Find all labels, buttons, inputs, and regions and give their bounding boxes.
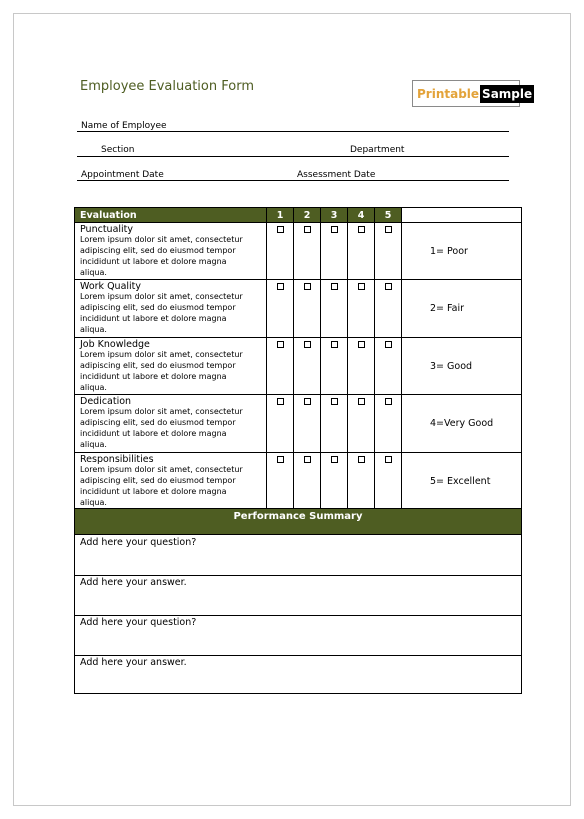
summary-answer-field[interactable]: Add here your answer. xyxy=(74,655,522,694)
scale-legend-item: 2= Fair xyxy=(430,303,464,314)
form-title: Employee Evaluation Form xyxy=(80,79,254,94)
criterion-desc-line: adipiscing elit, sed do eiusmod tempor xyxy=(80,475,236,485)
appointment-date-label: Appointment Date xyxy=(81,170,164,180)
section-department-line[interactable] xyxy=(77,156,509,157)
rating-cell-4 xyxy=(348,223,375,279)
evaluation-header-row xyxy=(75,208,521,222)
criterion-desc-line: aliqua. xyxy=(80,382,107,392)
summary-answer-field[interactable]: Add here your answer. xyxy=(74,575,522,616)
rating-checkbox[interactable] xyxy=(304,398,311,405)
rating-cell-3 xyxy=(321,280,348,337)
rating-cell-5 xyxy=(375,280,402,337)
criterion-desc-line: incididunt ut labore et dolore magna xyxy=(80,486,227,496)
rating-cell-5 xyxy=(375,338,402,394)
criterion-cell xyxy=(75,338,267,394)
performance-summary-header: Performance Summary xyxy=(74,508,522,535)
rating-checkbox[interactable] xyxy=(331,283,338,290)
rating-checkbox[interactable] xyxy=(358,398,365,405)
rating-checkbox[interactable] xyxy=(277,226,284,233)
rating-checkbox[interactable] xyxy=(331,341,338,348)
rating-checkbox[interactable] xyxy=(304,456,311,463)
rating-cell-1 xyxy=(267,395,294,452)
criterion-name: Work Quality xyxy=(80,281,142,292)
rating-cell-2 xyxy=(294,223,321,279)
rating-checkbox[interactable] xyxy=(331,398,338,405)
evaluation-header: Evaluation xyxy=(75,208,267,222)
criterion-desc-line: aliqua. xyxy=(80,324,107,334)
criterion-name: Job Knowledge xyxy=(80,339,150,350)
rating-checkbox[interactable] xyxy=(358,226,365,233)
scale-legend-item: 4=Very Good xyxy=(430,418,494,429)
criterion-desc-line: Lorem ipsum dolor sit amet, consectetur xyxy=(80,407,243,416)
rating-checkbox[interactable] xyxy=(358,283,365,290)
evaluation-table xyxy=(74,207,522,510)
scale-legend-item: 1= Poor xyxy=(430,245,468,257)
rating-header-5: 5 xyxy=(375,208,402,222)
criterion-desc-line: adipiscing elit, sed do eiusmod tempor xyxy=(80,245,236,255)
rating-cell-3 xyxy=(321,338,348,394)
rating-cell-1 xyxy=(267,338,294,394)
rating-cell-4 xyxy=(348,395,375,452)
rating-checkbox[interactable] xyxy=(304,283,311,290)
criterion-desc-line: adipiscing elit, sed do eiusmod tempor xyxy=(80,360,236,370)
criterion-cell xyxy=(75,395,267,452)
rating-header-1: 1 xyxy=(267,208,294,222)
criterion-desc-line: aliqua. xyxy=(80,497,107,507)
criterion-desc-line: incididunt ut labore et dolore magna xyxy=(80,313,227,323)
rating-checkbox[interactable] xyxy=(385,283,392,290)
scale-header-blank xyxy=(402,208,521,222)
criterion-row-work-quality xyxy=(75,279,521,337)
rating-cell-3 xyxy=(321,395,348,452)
summary-question-field[interactable]: Add here your question? xyxy=(74,615,522,656)
criterion-desc-line: Lorem ipsum dolor sit amet, consectetur xyxy=(80,350,243,359)
rating-checkbox[interactable] xyxy=(277,456,284,463)
rating-checkbox[interactable] xyxy=(304,226,311,233)
rating-cell-1 xyxy=(267,280,294,337)
rating-checkbox[interactable] xyxy=(385,226,392,233)
rating-header-4: 4 xyxy=(348,208,375,222)
criterion-row-punctuality xyxy=(75,222,521,279)
rating-checkbox[interactable] xyxy=(385,341,392,348)
rating-checkbox[interactable] xyxy=(385,456,392,463)
criterion-desc-line: Lorem ipsum dolor sit amet, consectetur xyxy=(80,292,243,301)
criterion-cell xyxy=(75,453,267,509)
criterion-name: Dedication xyxy=(80,396,132,407)
criterion-desc-line: incididunt ut labore et dolore magna xyxy=(80,256,227,266)
logo-text-sample: Sample xyxy=(482,86,533,101)
rating-cell-4 xyxy=(348,280,375,337)
assessment-date-label: Assessment Date xyxy=(297,170,376,180)
criterion-cell xyxy=(75,280,267,337)
rating-cell-2 xyxy=(294,453,321,509)
rating-cell-5 xyxy=(375,453,402,509)
criterion-row-dedication xyxy=(75,394,521,452)
rating-cell-3 xyxy=(321,453,348,509)
rating-checkbox[interactable] xyxy=(277,341,284,348)
rating-cell-4 xyxy=(348,338,375,394)
rating-cell-1 xyxy=(267,223,294,279)
name-of-employee-line[interactable] xyxy=(77,131,509,132)
rating-cell-5 xyxy=(375,223,402,279)
criterion-desc-line: adipiscing elit, sed do eiusmod tempor xyxy=(80,417,236,427)
rating-checkbox[interactable] xyxy=(277,283,284,290)
dates-line[interactable] xyxy=(77,180,509,181)
rating-cell-2 xyxy=(294,338,321,394)
section-label: Section xyxy=(101,145,135,155)
criterion-desc-line: Lorem ipsum dolor sit amet, consectetur xyxy=(80,465,243,474)
criterion-desc-line: Lorem ipsum dolor sit amet, consectetur xyxy=(80,235,243,244)
rating-cell-2 xyxy=(294,280,321,337)
criterion-name: Punctuality xyxy=(80,224,134,235)
criterion-row-responsibilities xyxy=(75,452,521,509)
rating-cell-4 xyxy=(348,453,375,509)
criterion-desc-line: aliqua. xyxy=(80,439,107,449)
rating-cell-3 xyxy=(321,223,348,279)
department-label: Department xyxy=(350,145,405,155)
rating-header-3: 3 xyxy=(321,208,348,222)
rating-checkbox[interactable] xyxy=(358,456,365,463)
scale-legend-item: 3= Good xyxy=(430,360,473,372)
criterion-desc-line: incididunt ut labore et dolore magna xyxy=(80,428,227,438)
rating-header-2: 2 xyxy=(294,208,321,222)
name-of-employee-label: Name of Employee xyxy=(81,121,167,131)
rating-cell-5 xyxy=(375,395,402,452)
rating-cell-1 xyxy=(267,453,294,509)
rating-checkbox[interactable] xyxy=(358,341,365,348)
scale-legend-item: 5= Excellent xyxy=(430,475,491,487)
rating-checkbox[interactable] xyxy=(385,398,392,405)
logo-text-printable: Printable xyxy=(417,86,480,101)
criterion-desc-line: incididunt ut labore et dolore magna xyxy=(80,371,227,381)
criterion-row-job-knowledge xyxy=(75,337,521,394)
criterion-name: Responsibilities xyxy=(80,454,154,465)
rating-checkbox[interactable] xyxy=(304,341,311,348)
rating-checkbox[interactable] xyxy=(331,226,338,233)
rating-cell-2 xyxy=(294,395,321,452)
rating-checkbox[interactable] xyxy=(331,456,338,463)
rating-checkbox[interactable] xyxy=(277,398,284,405)
printable-sample-logo xyxy=(412,80,533,107)
criterion-desc-line: adipiscing elit, sed do eiusmod tempor xyxy=(80,302,236,312)
summary-question-field[interactable]: Add here your question? xyxy=(74,535,522,576)
criterion-cell xyxy=(75,223,267,279)
criterion-desc-line: aliqua. xyxy=(80,267,107,277)
